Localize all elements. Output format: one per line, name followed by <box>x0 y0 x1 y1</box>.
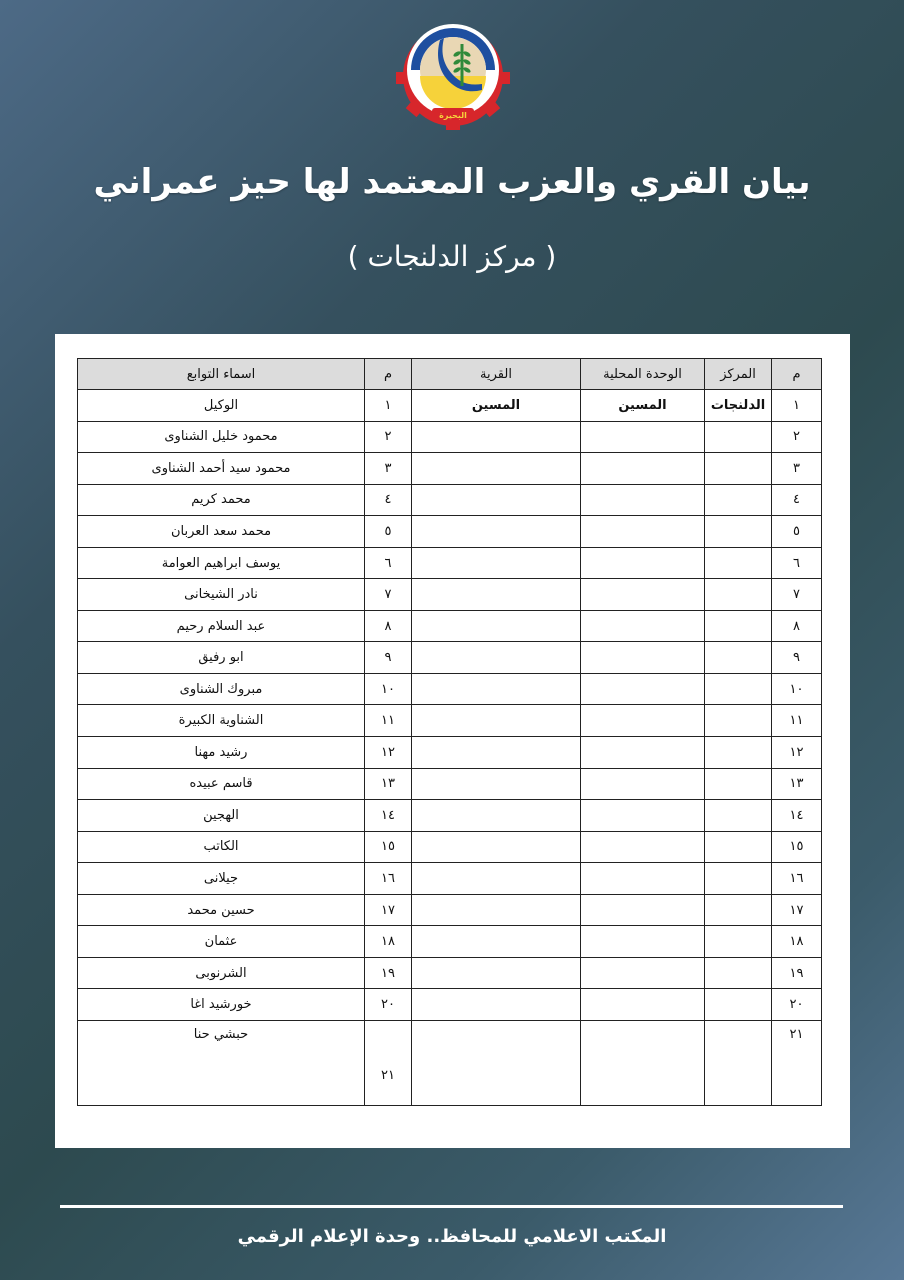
row-local-unit <box>581 579 705 611</box>
logo-emblem-icon <box>394 14 512 132</box>
row-markaz <box>705 610 772 642</box>
row-village <box>412 863 581 895</box>
row-markaz <box>705 894 772 926</box>
row-local-unit <box>581 894 705 926</box>
row-name: الكاتب <box>78 831 365 863</box>
row-idx: ١٨ <box>772 926 822 958</box>
row-village <box>412 926 581 958</box>
row-num: ١٠ <box>365 673 412 705</box>
row-name: خورشيد اغا <box>78 989 365 1021</box>
header-names: اسماء التوابع <box>78 359 365 390</box>
row-local-unit <box>581 831 705 863</box>
row-local-unit <box>581 989 705 1021</box>
row-markaz <box>705 421 772 453</box>
table-row <box>78 705 822 737</box>
row-local-unit <box>581 768 705 800</box>
row-num: ١٩ <box>365 957 412 989</box>
row-num: ٢١ <box>365 1021 412 1106</box>
row-idx: ٣ <box>772 453 822 485</box>
row-num: ٦ <box>365 547 412 579</box>
row-idx: ٤ <box>772 484 822 516</box>
table-row <box>78 421 822 453</box>
row-name: قاسم عبيده <box>78 768 365 800</box>
governorate-logo <box>394 14 512 132</box>
row-idx: ٩ <box>772 642 822 674</box>
row-village <box>412 831 581 863</box>
row-num: ١ <box>365 390 412 422</box>
row-village <box>412 516 581 548</box>
table-row <box>78 673 822 705</box>
row-name: مبروك الشناوى <box>78 673 365 705</box>
row-idx: ١٧ <box>772 894 822 926</box>
table-row <box>78 579 822 611</box>
row-idx: ٦ <box>772 547 822 579</box>
row-idx: ١٦ <box>772 863 822 895</box>
row-markaz <box>705 989 772 1021</box>
row-name: حسين محمد <box>78 894 365 926</box>
row-local-unit <box>581 642 705 674</box>
table-body <box>78 390 822 1106</box>
table-row <box>78 1021 822 1106</box>
page-title: بيان القري والعزب المعتمد لها حيز عمراني <box>93 162 811 202</box>
row-village <box>412 705 581 737</box>
table-row <box>78 894 822 926</box>
row-num: ٥ <box>365 516 412 548</box>
row-markaz <box>705 547 772 579</box>
row-local-unit <box>581 1021 705 1106</box>
row-idx: ٢ <box>772 421 822 453</box>
row-village <box>412 421 581 453</box>
row-markaz: الدلنجات <box>705 390 772 422</box>
row-village <box>412 957 581 989</box>
row-village <box>412 579 581 611</box>
row-name: نادر الشيخانى <box>78 579 365 611</box>
table-row <box>78 484 822 516</box>
row-local-unit: المسين <box>581 390 705 422</box>
row-markaz <box>705 642 772 674</box>
row-markaz <box>705 516 772 548</box>
row-name: الشناوية الكبيرة <box>78 705 365 737</box>
villages-table <box>77 358 822 1106</box>
row-name: ابو رفيق <box>78 642 365 674</box>
row-village <box>412 547 581 579</box>
row-idx: ٢١ <box>772 1021 822 1106</box>
header-num: م <box>365 359 412 390</box>
row-num: ٨ <box>365 610 412 642</box>
row-idx: ١٠ <box>772 673 822 705</box>
row-idx: ١٣ <box>772 768 822 800</box>
row-num: ١٥ <box>365 831 412 863</box>
row-village <box>412 768 581 800</box>
row-local-unit <box>581 926 705 958</box>
row-village: المسين <box>412 390 581 422</box>
table-row <box>78 516 822 548</box>
row-markaz <box>705 705 772 737</box>
row-idx: ١٤ <box>772 800 822 832</box>
row-name: جيلانى <box>78 863 365 895</box>
table-row <box>78 957 822 989</box>
table-header-row <box>78 359 822 390</box>
row-local-unit <box>581 800 705 832</box>
row-name: عثمان <box>78 926 365 958</box>
table-row <box>78 800 822 832</box>
row-village <box>412 610 581 642</box>
row-idx: ٨ <box>772 610 822 642</box>
row-name: محمد كريم <box>78 484 365 516</box>
row-num: ٧ <box>365 579 412 611</box>
row-num: ٢٠ <box>365 989 412 1021</box>
table-row <box>78 926 822 958</box>
row-num: ٩ <box>365 642 412 674</box>
row-num: ١١ <box>365 705 412 737</box>
row-local-unit <box>581 737 705 769</box>
table-row <box>78 390 822 422</box>
footer-divider <box>60 1205 843 1208</box>
row-local-unit <box>581 610 705 642</box>
row-markaz <box>705 673 772 705</box>
row-num: ٣ <box>365 453 412 485</box>
row-idx: ١٩ <box>772 957 822 989</box>
row-local-unit <box>581 705 705 737</box>
row-markaz <box>705 579 772 611</box>
row-name: حبشي حنا <box>78 1021 365 1106</box>
row-num: ١٢ <box>365 737 412 769</box>
footer-credit: المكتب الاعلامي للمحافظ.. وحدة الإعلام الرقمي <box>237 1226 667 1247</box>
table-row <box>78 642 822 674</box>
header-markaz: المركز <box>705 359 772 390</box>
row-name: محمود خليل الشناوى <box>78 421 365 453</box>
row-idx: ١ <box>772 390 822 422</box>
row-name: محمود سيد أحمد الشناوى <box>78 453 365 485</box>
row-num: ١٦ <box>365 863 412 895</box>
row-village <box>412 642 581 674</box>
row-num: ١٨ <box>365 926 412 958</box>
table-row <box>78 737 822 769</box>
row-village <box>412 989 581 1021</box>
row-markaz <box>705 453 772 485</box>
row-local-unit <box>581 484 705 516</box>
header-village: القرية <box>412 359 581 390</box>
row-local-unit <box>581 863 705 895</box>
row-name: الشرنوبى <box>78 957 365 989</box>
logo-label: البحيرة <box>439 111 467 120</box>
row-local-unit <box>581 516 705 548</box>
row-village <box>412 453 581 485</box>
row-idx: ١٥ <box>772 831 822 863</box>
row-name: رشيد مهنا <box>78 737 365 769</box>
row-markaz <box>705 926 772 958</box>
row-num: ١٤ <box>365 800 412 832</box>
table-row <box>78 547 822 579</box>
row-markaz <box>705 863 772 895</box>
row-local-unit <box>581 547 705 579</box>
row-name: الوكيل <box>78 390 365 422</box>
row-markaz <box>705 768 772 800</box>
row-idx: ١١ <box>772 705 822 737</box>
row-markaz <box>705 737 772 769</box>
row-markaz <box>705 1021 772 1106</box>
table-row <box>78 453 822 485</box>
row-name: يوسف ابراهيم العوامة <box>78 547 365 579</box>
row-idx: ٥ <box>772 516 822 548</box>
header-idx: م <box>772 359 822 390</box>
row-name: الهجين <box>78 800 365 832</box>
table-row <box>78 989 822 1021</box>
row-village <box>412 1021 581 1106</box>
row-markaz <box>705 957 772 989</box>
table-row <box>78 831 822 863</box>
row-local-unit <box>581 453 705 485</box>
row-village <box>412 484 581 516</box>
row-village <box>412 673 581 705</box>
row-num: ١٧ <box>365 894 412 926</box>
row-markaz <box>705 800 772 832</box>
row-village <box>412 800 581 832</box>
row-num: ٢ <box>365 421 412 453</box>
row-num: ١٣ <box>365 768 412 800</box>
row-village <box>412 894 581 926</box>
row-local-unit <box>581 421 705 453</box>
table-row <box>78 610 822 642</box>
row-village <box>412 737 581 769</box>
row-local-unit <box>581 673 705 705</box>
table-row <box>78 768 822 800</box>
row-name: محمد سعد العربان <box>78 516 365 548</box>
row-name: عبد السلام رحيم <box>78 610 365 642</box>
row-local-unit <box>581 957 705 989</box>
row-idx: ١٢ <box>772 737 822 769</box>
row-markaz <box>705 484 772 516</box>
row-idx: ٧ <box>772 579 822 611</box>
table-row <box>78 863 822 895</box>
row-idx: ٢٠ <box>772 989 822 1021</box>
row-num: ٤ <box>365 484 412 516</box>
page-subtitle: ( مركز الدلنجات ) <box>347 240 557 273</box>
document-sheet <box>55 334 850 1148</box>
header-local-unit: الوحدة المحلية <box>581 359 705 390</box>
row-markaz <box>705 831 772 863</box>
